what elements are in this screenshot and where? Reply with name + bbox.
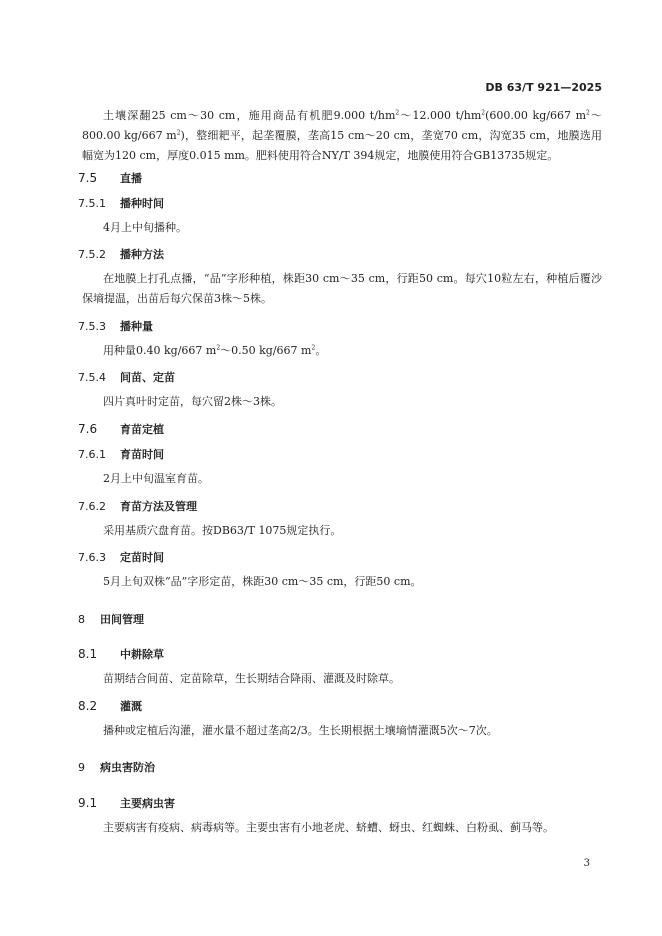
paragraph: 2月上中旬温室育苗。 [103, 472, 209, 485]
paragraph: 四片真叶时定苗，每穴留2株～3株。 [103, 395, 282, 408]
chapter-heading: 8 田间管理 [78, 613, 144, 626]
seed-rate-paragraph: 用种量0.40 kg/667 $m^2\sim 0.50$ kg/667 $m^2$。 [103, 344, 327, 357]
section-heading: 8.2 灌溉 [78, 699, 142, 713]
subsection-heading: 7.5.2 播种方法 [78, 248, 164, 261]
section-heading: 7.6 育苗定植 [78, 422, 164, 436]
subsection-heading: 7.5.4 间苗、定苗 [78, 371, 175, 384]
section-heading: 7.5 直播 [78, 171, 142, 185]
document-code: DB 63/T 921—2025 [485, 81, 602, 94]
paragraph: 在地膜上打孔点播，“品”字形种植，株距30 cm～35 cm，行距50 cm。每穴10粒左右，种植后覆沙保墒提温，出苗后每穴保苗3株～5株。 [82, 272, 602, 305]
paragraph: 播种或定植后沟灌，灌水量不超过垄高2/3。生长期根据土壤墒情灌溉5次～7次。 [103, 724, 498, 737]
page-number: 3 [583, 858, 590, 869]
paragraph: 主要病害有疫病、病毒病等。主要虫害有小地老虎、蛴螬、蚜虫、红蜘蛛、白粉虱、蓟马等。 [103, 821, 554, 834]
subsection-heading: 7.6.2 育苗方法及管理 [78, 500, 197, 513]
soil-prep-paragraph: 土壤深翻25 cm～30 cm，施用商品有机肥9.000 $t/hm^2\sim 12.000$ $t/hm^2(600.00$ kg/667 $m^2\sim 800.00$ kg/667 $m^2$)，整细耙平，起垄覆膜，垄高15 cm～20 cm，垄宽70 cm，沟宽35 cm，地膜选用幅宽为120 cm，厚度0.015 mm。肥料使用符合NY/T 394规定，地膜使用符合GB13735规定。 [82, 109, 602, 162]
subsection-heading: 7.5.1 播种时间 [78, 197, 164, 210]
subsection-heading: 7.6.1 育苗时间 [78, 448, 164, 461]
paragraph: 苗期结合间苗、定苗除草，生长期结合降雨、灌溉及时除草。 [103, 672, 400, 685]
paragraph: 5月上旬双株“品”字形定苗，株距30 cm～35 cm，行距50 cm。 [103, 575, 422, 588]
section-heading: 8.1 中耕除草 [78, 647, 164, 661]
chapter-heading: 9 病虫害防治 [78, 761, 155, 774]
subsection-heading: 7.5.3 播种量 [78, 320, 153, 333]
section-heading: 9.1 主要病虫害 [78, 796, 175, 810]
paragraph: 采用基质穴盘育苗。按DB63/T 1075规定执行。 [103, 524, 342, 537]
paragraph: 4月上中旬播种。 [103, 221, 187, 234]
subsection-heading: 7.6.3 定苗时间 [78, 551, 164, 564]
